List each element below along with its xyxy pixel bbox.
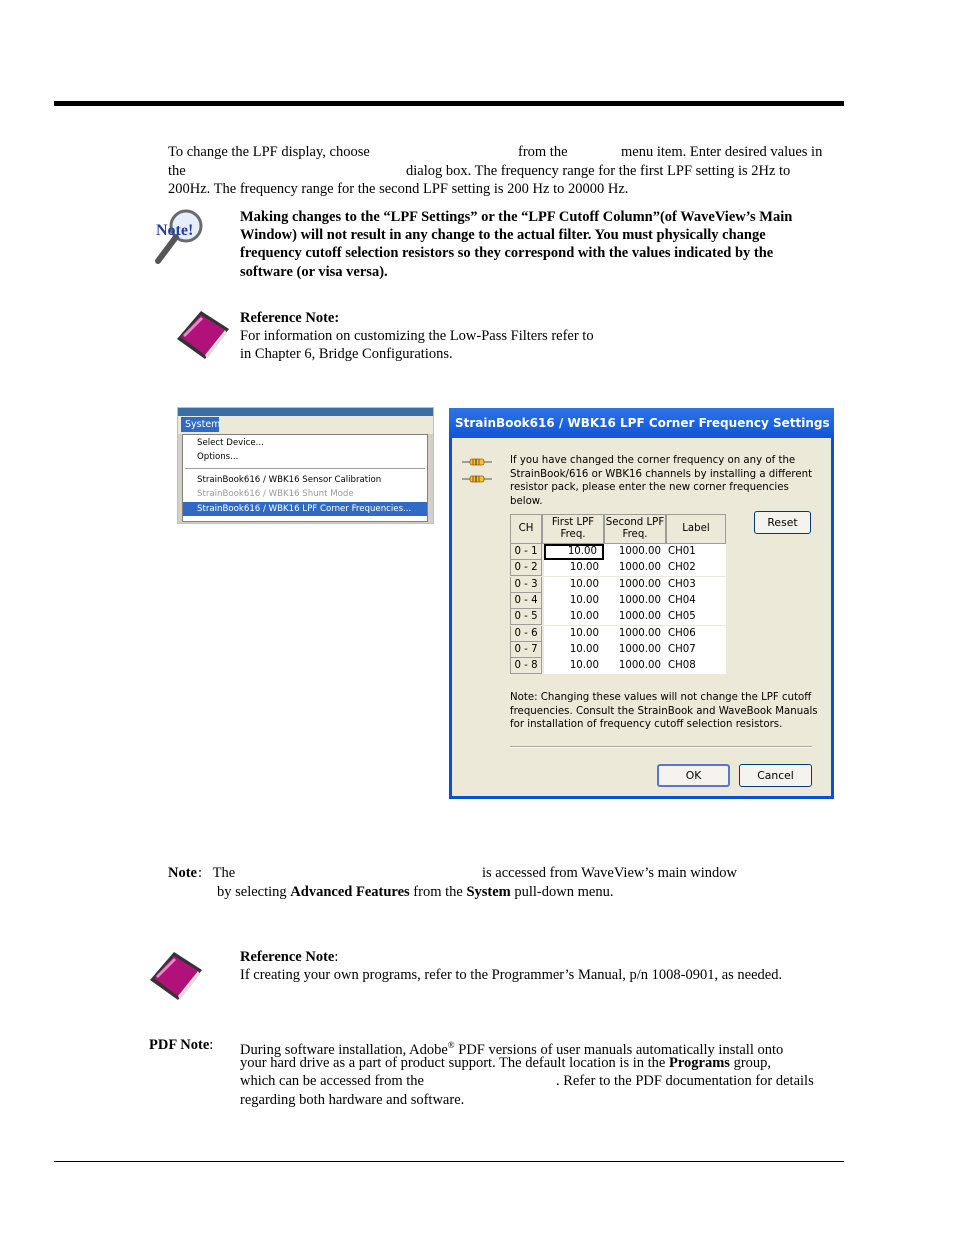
- label-cell[interactable]: CH08: [666, 658, 726, 674]
- reset-button[interactable]: Reset: [754, 511, 811, 534]
- second-lpf-cell[interactable]: 1000.00: [604, 560, 666, 576]
- row-header-channel[interactable]: 0 - 5: [510, 609, 542, 625]
- ref2-line1: If creating your own programs, refer to the Programmer’s Manual, p/n 1008-0901, as needed.: [240, 967, 783, 983]
- note2-system: System: [466, 884, 511, 900]
- reference-book-icon: [173, 305, 233, 365]
- label-cell[interactable]: CH03: [666, 577, 726, 593]
- dialog-separator: [510, 746, 812, 748]
- system-menu-dropdown: [182, 434, 428, 522]
- ref2-title: Reference Note: [240, 949, 335, 965]
- label-cell[interactable]: CH05: [666, 609, 726, 625]
- menu-item-options[interactable]: Options...: [197, 452, 239, 462]
- ref2-title-line: [240, 948, 338, 967]
- column-header-first-lpf: First LPF Freq.: [542, 514, 604, 544]
- note-icon-text: Note!: [156, 222, 194, 239]
- dialog-body: [452, 438, 831, 796]
- label-cell[interactable]: CH01: [666, 544, 726, 560]
- ok-button[interactable]: OK: [657, 764, 730, 787]
- dialog-message: If you have changed the corner frequency on any of the StrainBook/616 or WBK16 channels by installing a different resistor pack, please enter the new corner frequencies below.: [510, 455, 813, 507]
- intro-line2a: the: [168, 163, 186, 179]
- pdf-programs: Programs: [668, 1055, 730, 1071]
- pdf-note-colon: :: [209, 1037, 214, 1053]
- intro-line2b: dialog box. The frequency range for the first LPF setting is 2Hz to: [406, 163, 791, 179]
- first-lpf-cell[interactable]: 10.00: [544, 609, 604, 625]
- pdf-line3a: which can be accessed from the: [240, 1073, 424, 1089]
- menu-window-titlebar: [178, 408, 433, 416]
- ref1-title: Reference Note:: [240, 310, 340, 326]
- menu-item-sensor-calibration[interactable]: StrainBook616 / WBK16 Sensor Calibration: [197, 475, 382, 485]
- pdf-line2: [240, 1054, 771, 1073]
- ref1-line2: in Chapter 6, Bridge Configurations.: [240, 346, 453, 362]
- first-lpf-cell[interactable]: 10.00: [544, 658, 604, 674]
- intro-line1c: menu item. Enter desired values in: [621, 144, 823, 160]
- system-menu-title[interactable]: System: [181, 417, 219, 432]
- note2-label: Note: [168, 865, 197, 881]
- row-header-channel[interactable]: 0 - 4: [510, 593, 542, 609]
- label-cell[interactable]: CH04: [666, 593, 726, 609]
- note2-line2a: by selecting: [217, 884, 287, 900]
- reference-book-icon: [146, 946, 206, 1006]
- note2-colon: : The: [198, 865, 236, 881]
- pdf-line1a: During software installation, Adobe: [240, 1041, 448, 1058]
- first-lpf-cell[interactable]: 10.00: [544, 560, 604, 576]
- ref2-colon: :: [334, 949, 339, 965]
- row-header-channel[interactable]: 0 - 3: [510, 577, 542, 593]
- note2-line2c: from the: [413, 884, 463, 900]
- dialog-title: StrainBook616 / WBK16 LPF Corner Frequency Settings: [449, 408, 834, 438]
- lpf-settings-dialog: [449, 408, 834, 799]
- intro-line3: 200Hz. The frequency range for the second LPF setting is 200 Hz to 20000 Hz.: [168, 181, 629, 197]
- second-lpf-cell[interactable]: 1000.00: [604, 593, 666, 609]
- note1-line1: Making changes to the “LPF Settings” or the “LPF Cutoff Column”(of WaveView’s Main: [240, 209, 793, 225]
- resistor-icon: [462, 475, 492, 483]
- resistor-icon: [462, 458, 492, 466]
- note1-line4: software (or visa versa).: [240, 264, 388, 280]
- row-header-channel[interactable]: 0 - 8: [510, 658, 542, 674]
- note2-line2e: pull-down menu.: [514, 884, 614, 900]
- first-lpf-cell[interactable]: 10.00: [544, 642, 604, 658]
- dialog-note: Note: Changing these values will not change the LPF cutoff frequencies. Consult the StrainBook and WaveBook Manuals for installation of frequency cutoff selection resistors.: [510, 692, 818, 730]
- note2-advanced-features: Advanced Features: [290, 884, 410, 900]
- label-cell[interactable]: CH07: [666, 642, 726, 658]
- second-lpf-cell[interactable]: 1000.00: [604, 642, 666, 658]
- cancel-button[interactable]: Cancel: [739, 764, 812, 787]
- pdf-line2c: group,: [733, 1055, 772, 1071]
- pdf-line1b: PDF versions of user manuals automatically install onto: [458, 1041, 784, 1058]
- intro-line1a: To change the LPF display, choose: [168, 144, 370, 160]
- note-icon: [152, 206, 212, 266]
- first-lpf-cell[interactable]: 10.00: [544, 577, 604, 593]
- second-lpf-cell[interactable]: 1000.00: [604, 609, 666, 625]
- menu-item-lpf-corner-frequencies[interactable]: StrainBook616 / WBK16 LPF Corner Frequencies...: [183, 502, 427, 516]
- menu-separator: [185, 468, 425, 469]
- pdf-line4: regarding both hardware and software.: [240, 1092, 465, 1108]
- note2-line1b: is accessed from WaveView’s main window: [482, 865, 738, 881]
- footer-rule: [54, 1161, 844, 1162]
- column-header-second-lpf: Second LPF Freq.: [604, 514, 666, 544]
- second-lpf-cell[interactable]: 1000.00: [604, 626, 666, 642]
- note1-line2: Window) will not result in any change to the actual filter. You must physically change: [240, 227, 766, 243]
- system-menu-screenshot: [177, 407, 434, 524]
- column-header-label: Label: [666, 514, 726, 544]
- second-lpf-cell[interactable]: 1000.00: [604, 577, 666, 593]
- row-header-channel[interactable]: 0 - 6: [510, 626, 542, 642]
- pdf-line2a: your hard drive as a part of product support. The default location is in the: [240, 1055, 666, 1071]
- header-rule: [54, 101, 844, 106]
- second-lpf-cell[interactable]: 1000.00: [604, 658, 666, 674]
- label-cell[interactable]: CH06: [666, 626, 726, 642]
- row-header-channel[interactable]: 0 - 7: [510, 642, 542, 658]
- intro-line1b: from the: [518, 144, 568, 160]
- row-header-channel[interactable]: 0 - 1: [510, 544, 542, 560]
- menu-item-select-device[interactable]: Select Device...: [197, 438, 264, 448]
- note2-line2: [217, 883, 613, 902]
- pdf-line3b: . Refer to the PDF documentation for details: [556, 1073, 814, 1089]
- pdf-note-label: PDF Note: [149, 1037, 210, 1053]
- ref1-line1: For information on customizing the Low-Pass Filters refer to: [240, 328, 594, 344]
- first-lpf-cell[interactable]: 10.00: [544, 593, 604, 609]
- column-header-ch: CH: [510, 514, 542, 544]
- first-lpf-cell[interactable]: 10.00: [544, 626, 604, 642]
- row-header-channel[interactable]: 0 - 2: [510, 560, 542, 576]
- second-lpf-cell[interactable]: 1000.00: [604, 544, 666, 560]
- registered-mark: ®: [447, 1040, 455, 1050]
- label-cell[interactable]: CH02: [666, 560, 726, 576]
- first-lpf-cell[interactable]: 10.00: [544, 544, 604, 560]
- pdf-note-label-line: [149, 1036, 213, 1055]
- menu-item-shunt-mode: StrainBook616 / WBK16 Shunt Mode: [197, 489, 354, 499]
- note1-line3: frequency cutoff selection resistors so they correspond with the values indicated by the: [240, 245, 774, 261]
